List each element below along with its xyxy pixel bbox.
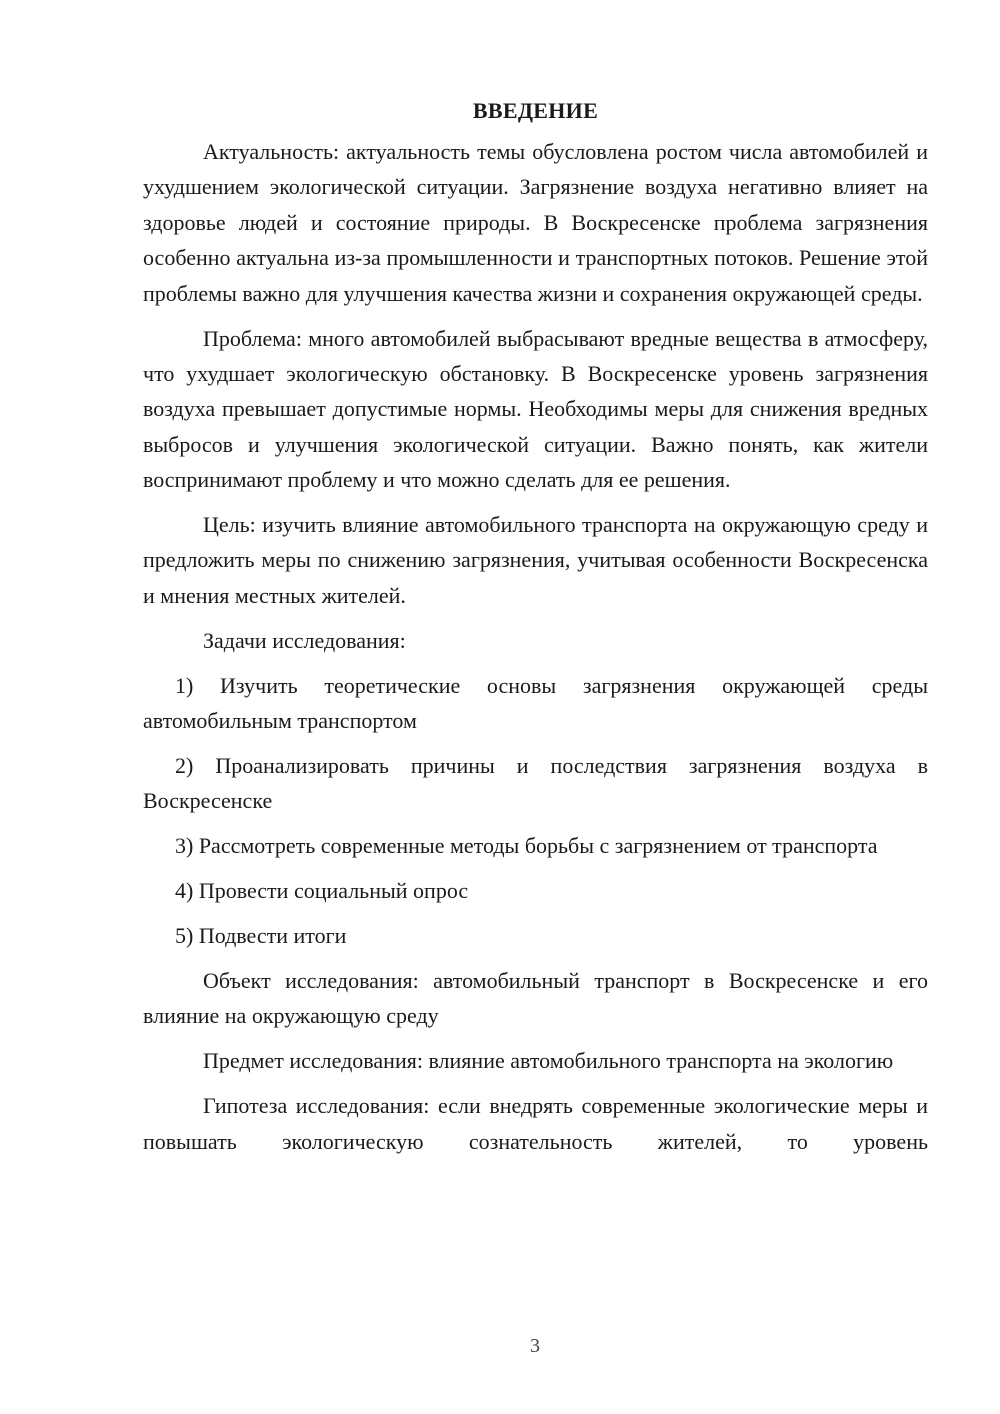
research-object-paragraph: Объект исследования: автомобильный транспорт в Воскресенске и его влияние на окружающую среду	[143, 968, 928, 1029]
page-number: 3	[530, 1335, 540, 1357]
task-item-2: 2) Проанализировать причины и последствия загрязнения воздуха в Воскресенске	[143, 753, 928, 814]
goal-paragraph: Цель: изучить влияние автомобильного транспорта на окружающую среду и предложить меры по снижению загрязнения, учитывая особенности Воскресенска и мнения местных жителей.	[143, 512, 928, 608]
section-title: ВВЕДЕНИЕ	[472, 98, 599, 123]
research-subject-paragraph: Предмет исследования: влияние автомобильного транспорта на экологию	[203, 1048, 894, 1074]
task-item-4: 4) Провести социальный опрос	[175, 878, 469, 904]
document-page	[143, 96, 928, 1169]
tasks-heading: Задачи исследования:	[203, 627, 406, 653]
task-item-3: 3) Рассмотреть современные методы борьбы с загрязнением от транспорта	[175, 833, 878, 859]
hypothesis-paragraph: Гипотеза исследования: если внедрять современные экологические меры и повышать экологическую сознательность жителей, то уровень	[143, 1093, 928, 1154]
task-item-1: 1) Изучить теоретические основы загрязнения окружающей среды автомобильным транспортом	[143, 672, 928, 734]
problem-paragraph: Проблема: много автомобилей выбрасывают вредные вещества в атмосферу, что ухудшает экологическую обстановку. В Воскресенске уровень загрязнения воздуха превышает допустимые нормы. Необходимы меры для снижения вредных выбросов и улучшения экологической ситуации. Важно понять, как жители воспринимают проблему и что можно сделать для ее решения.	[143, 325, 928, 493]
task-item-5: 5) Подвести итоги	[175, 923, 347, 949]
relevance-paragraph: Актуальность: актуальность темы обусловлена ростом числа автомобилей и ухудшением экологической ситуации. Загрязнение воздуха негативно влияет на здоровье людей и состояние природы. В Воскресенске проблема загрязнения особенно актуальна из-за промышленности и транспортных потоков. Решение этой проблемы важно для улучшения качества жизни и сохранения окружающей среды.	[143, 139, 928, 306]
